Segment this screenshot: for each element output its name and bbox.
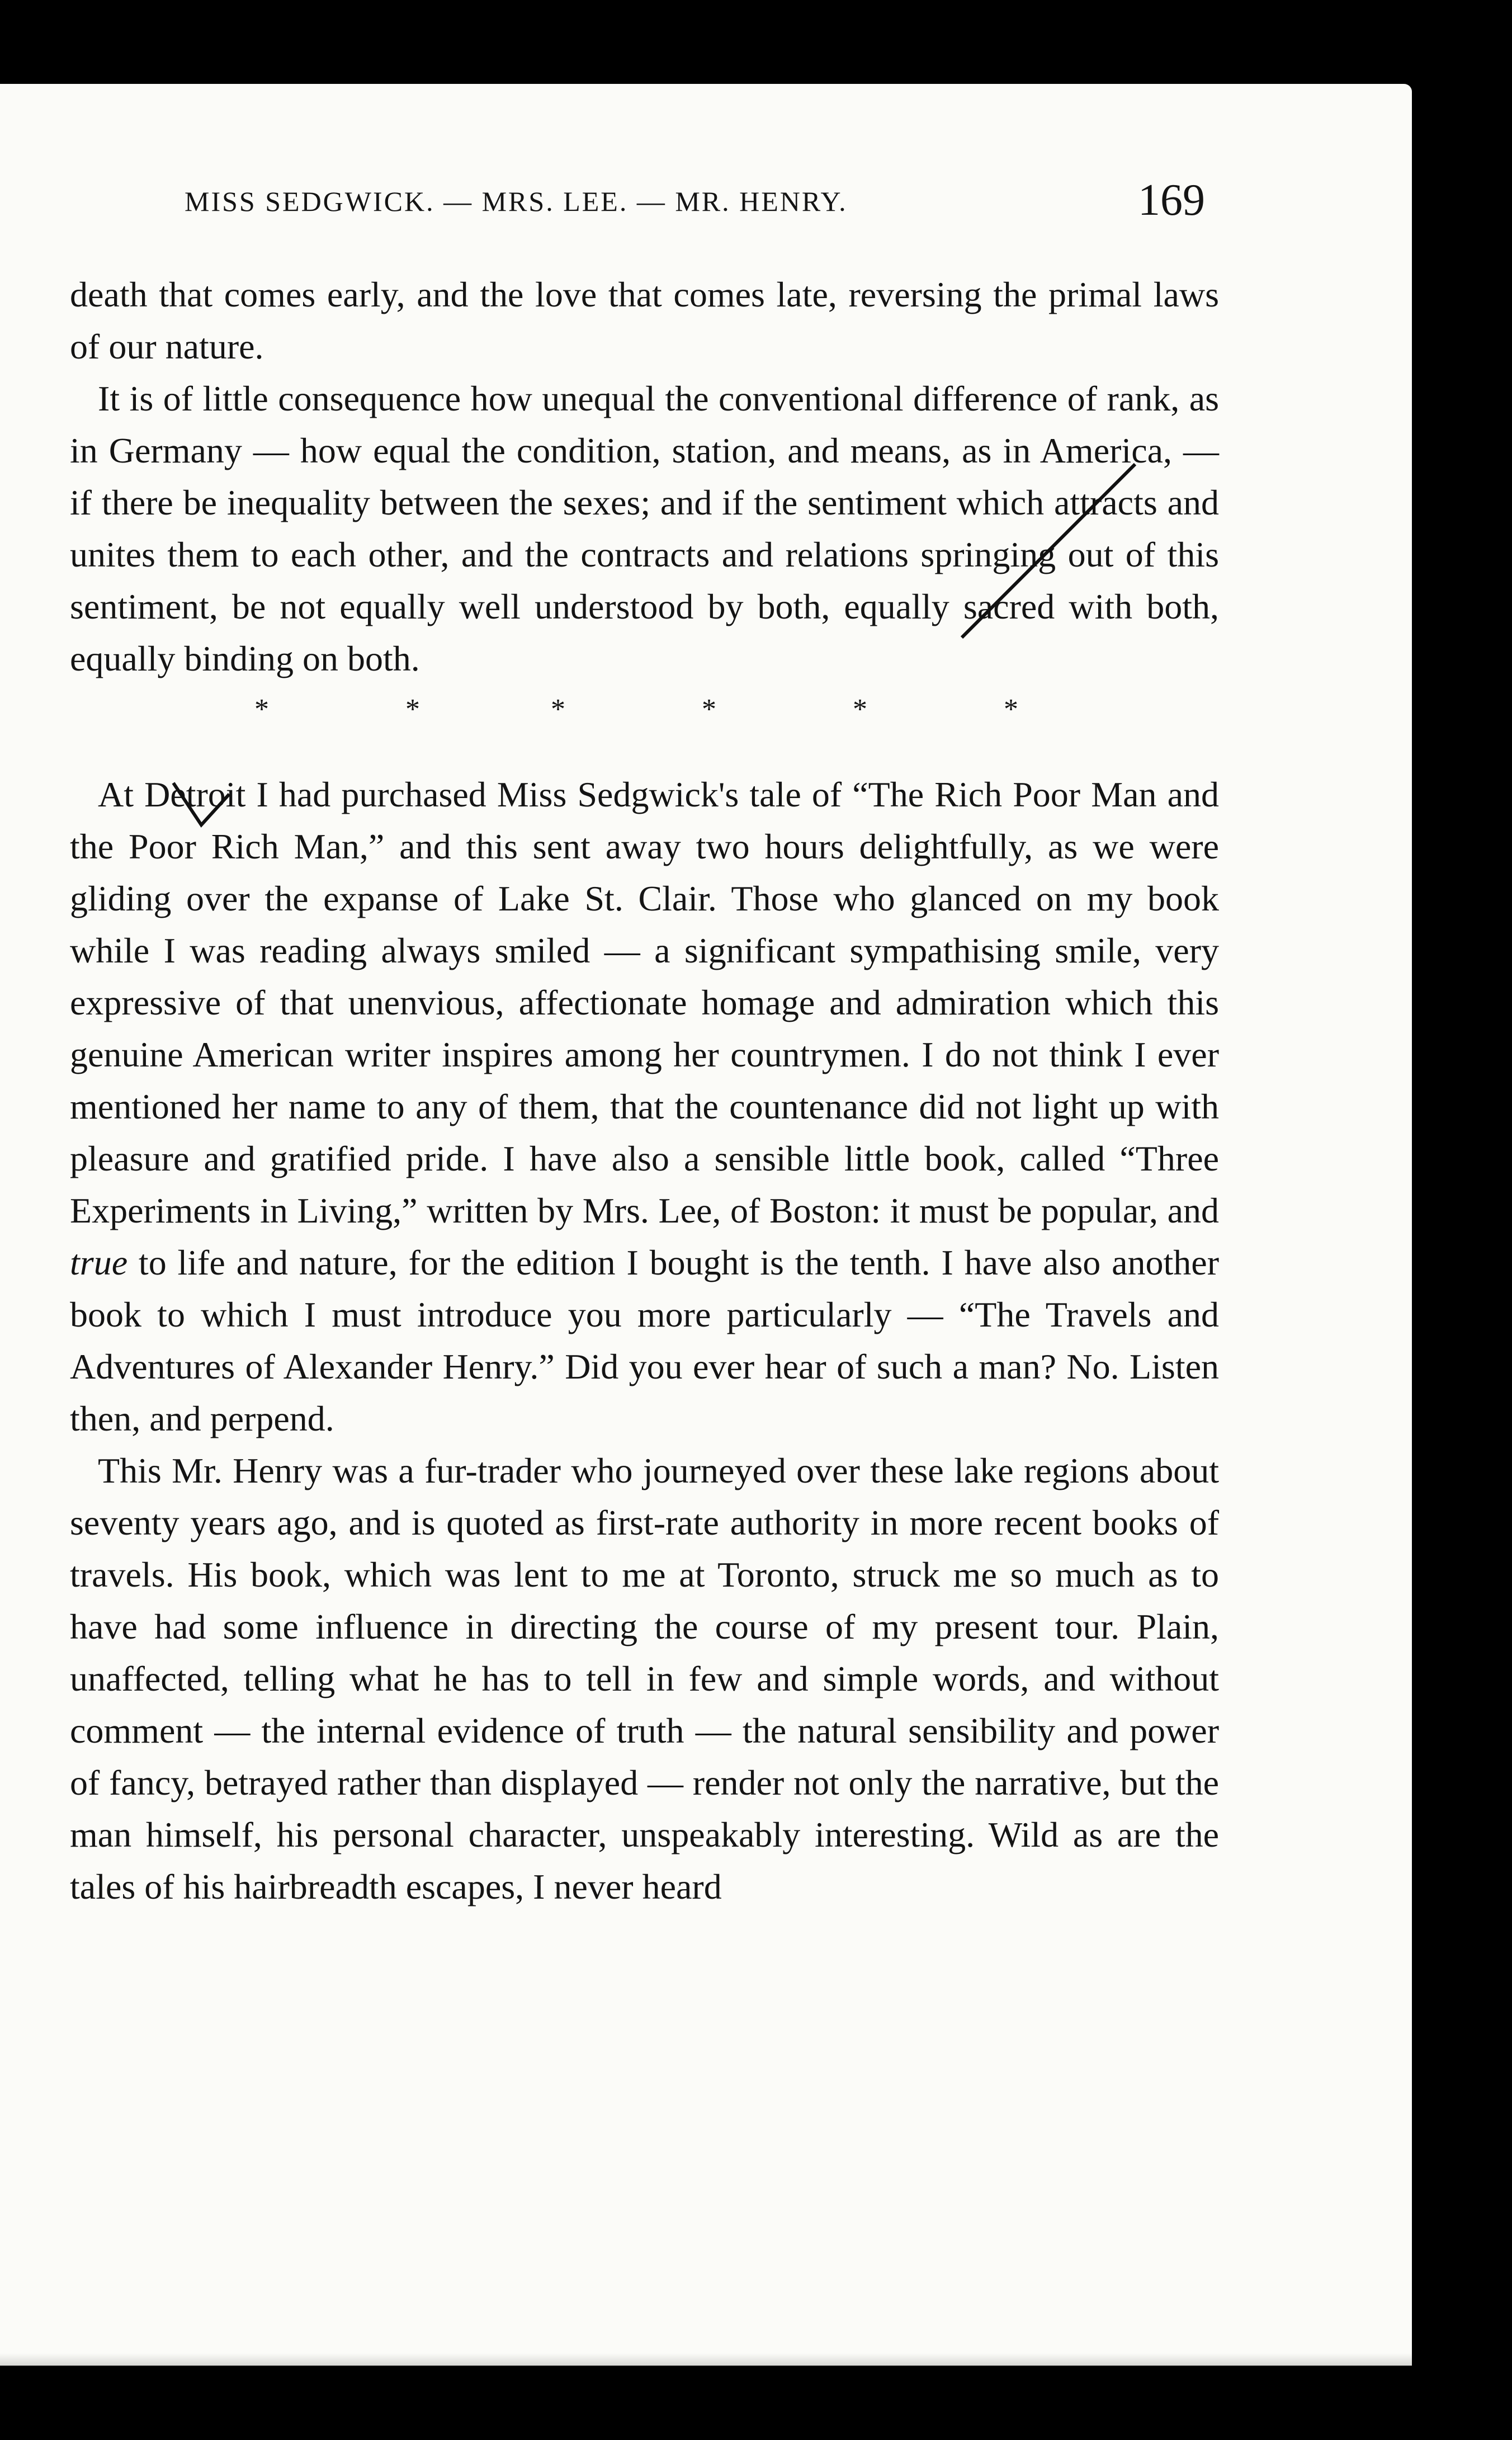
section-break-star: * [254,693,269,725]
section-break-star: * [551,693,565,725]
section-break-star: * [853,693,867,725]
paper-leaf [0,84,1412,2366]
paragraph-4: This Mr. Henry was a fur-trader who journeyed over these lake regions about seventy years ago, and is quoted as first-rate authority in more recent books of travels. His book, which was lent to me at Toronto, struck me so much as to have had some influence in directing the course of my present tour. Plain, unaffected, telling what he has to tell in few and simple words, and without comment — the internal evidence of truth — the natural sensibility and power of fancy, betrayed rather than displayed — render not only the narrative, but the man himself, his personal character, unspeakably interesting. Wild as are the tales of his hairbreadth escapes, I never heard [70,1451,1219,1906]
page-number: 169 [1138,176,1205,225]
paragraph-3 [70,768,1219,1445]
paragraph-3-text-cont: to life and nature, for the edition I bought is the tenth. I have also another book to which I must introduce you more particularly — “The Travels and Adventures of Alexander Henry.” Did you ever hear of such a man? No. Listen then, and perpend. [70,1243,1220,1438]
section-break [70,685,1219,735]
section-break-star: * [702,693,716,725]
section-break-star: * [1004,693,1018,725]
body-text [70,268,1219,1913]
italic-word: true [70,1243,128,1282]
paragraph-2: It is of little consequence how unequal the conventional difference of rank, as in Germany — how equal the condition, station, and means, as in America, — if there be inequality between the sexes; and if the sentiment which attracts and unites them to each other, and the contracts and relations springing out of this sentiment, be not equally well understood by both, equally sacred with both, equally binding on both. [70,379,1219,678]
paragraph-1: death that comes early, and the love that comes late, reversing the primal laws of our nature. [70,275,1219,366]
section-break-star: * [405,693,420,725]
paragraph-3-text: At Detroit I had purchased Miss Sedgwick's tale of “The Rich Poor Man and the Poor Rich Man,” and this sent away two hours delightfully, as we were gliding over the expanse of Lake St. Clair. Those who glanced on my book while I was reading always smiled — a significant sympathising smile, very expressive of that unenvious, affectionate homage and admiration which this genuine American writer inspires among her countrymen. I do not think I ever mentioned her name to any of them, that the countenance did not light up with pleasure and gratified pride. I have also a sensible little book, called “Three Experiments in Living,” written by Mrs. Lee, of Boston: it must be popular, and [70,775,1219,1230]
running-head: MISS SEDGWICK. — MRS. LEE. — MR. HENRY. [185,186,848,217]
book-page [0,84,1412,2366]
